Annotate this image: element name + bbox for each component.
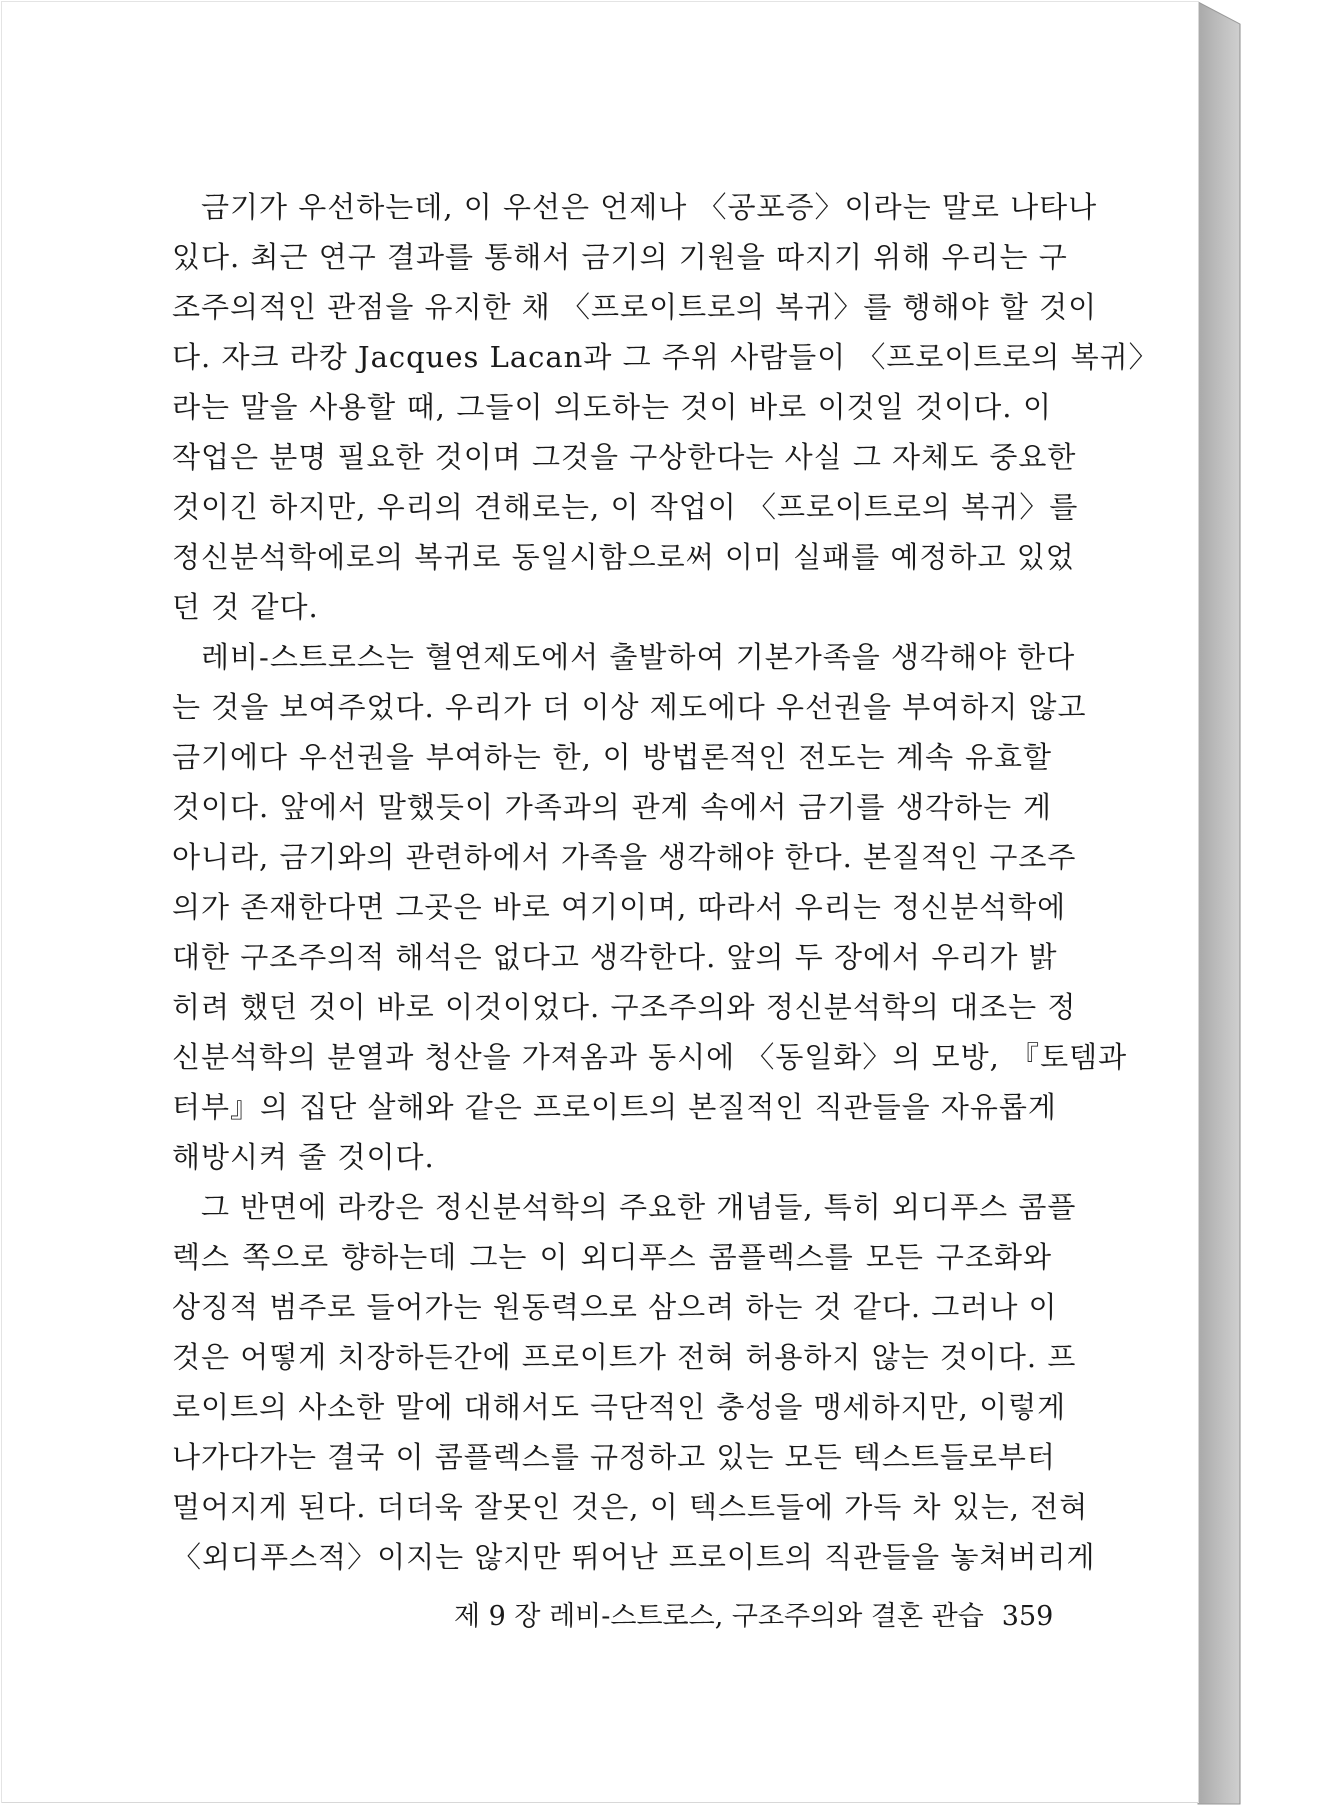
text-line: 로이트의 사소한 말에 대해서도 극단적인 충성을 맹세하지만, 이렇게: [172, 1390, 1067, 1424]
text-line: 조주의적인 관점을 유지한 채 〈프로이트로의 복귀〉를 행해야 할 것이: [172, 290, 1098, 324]
text-line: 그 반면에 라캉은 정신분석학의 주요한 개념들, 특히 외디푸스 콤플: [201, 1190, 1077, 1224]
text-line: 금기가 우선하는데, 이 우선은 언제나 〈공포증〉이라는 말로 나타나: [201, 190, 1098, 224]
text-line: 신분석학의 분열과 청산을 가져옴과 동시에 〈동일화〉의 모방, 『토템과: [172, 1040, 1128, 1074]
page-number: 359: [1001, 1601, 1054, 1632]
page-footer: [454, 1600, 1054, 1634]
text-line: 상징적 범주로 들어가는 원동력으로 삼으려 하는 것 같다. 그러나 이: [172, 1290, 1058, 1324]
text-line: 멀어지게 된다. 더더욱 잘못인 것은, 이 텍스트들에 가득 차 있는, 전혀: [172, 1490, 1089, 1524]
text-line: 아니라, 금기와의 관련하에서 가족을 생각해야 한다. 본질적인 구조주: [172, 840, 1077, 874]
page-body-text: [172, 182, 1159, 1582]
text-line: 나가다가는 결국 이 콤플렉스를 규정하고 있는 모든 텍스트들로부터: [172, 1440, 1056, 1474]
text-line: 것이긴 하지만, 우리의 견해로는, 이 작업이 〈프로이트로의 복귀〉를: [172, 490, 1079, 524]
text-line: 라는 말을 사용할 때, 그들이 의도하는 것이 바로 이것일 것이다. 이: [172, 390, 1052, 424]
text-line: 레비-스트로스는 혈연제도에서 출발하여 기본가족을 생각해야 한다: [201, 640, 1076, 674]
text-line: 것은 어떻게 치장하든간에 프로이트가 전혀 허용하지 않는 것이다. 프: [172, 1340, 1077, 1374]
paragraph-2: [172, 632, 1128, 1182]
text-line: 터부』의 집단 살해와 같은 프로이트의 본질적인 직관들을 자유롭게: [172, 1090, 1057, 1124]
running-head: 제 9 장 레비-스트로스, 구조주의와 결혼 관습: [454, 1601, 984, 1632]
paragraph-3: [172, 1182, 1096, 1582]
text-line: 다. 자크 라캉 Jacques Lacan과 그 주위 사람들이 〈프로이트로의 복귀〉: [172, 340, 1159, 374]
text-line: 히려 했던 것이 바로 이것이었다. 구조주의와 정신분석학의 대조는 정: [172, 990, 1077, 1024]
text-line: 해방시켜 줄 것이다.: [172, 1140, 435, 1174]
book-page: [2, 2, 1198, 1802]
text-line: 정신분석학에로의 복귀로 동일시함으로써 이미 실패를 예정하고 있었: [172, 540, 1075, 574]
text-line: 의가 존재한다면 그곳은 바로 여기이며, 따라서 우리는 정신분석학에: [172, 890, 1067, 924]
text-line: 작업은 분명 필요한 것이며 그것을 구상한다는 사실 그 자체도 중요한: [172, 440, 1077, 474]
text-line: 있다. 최근 연구 결과를 통해서 금기의 기원을 따지기 위해 우리는 구: [172, 240, 1068, 274]
paragraph-1: [172, 182, 1159, 632]
text-line: 금기에다 우선권을 부여하는 한, 이 방법론적인 전도는 계속 유효할: [172, 740, 1052, 774]
text-line: 것이다. 앞에서 말했듯이 가족과의 관계 속에서 금기를 생각하는 게: [172, 790, 1052, 824]
text-line: 는 것을 보여주었다. 우리가 더 이상 제도에다 우선권을 부여하지 않고: [172, 690, 1087, 724]
text-line: 대한 구조주의적 해석은 없다고 생각한다. 앞의 두 장에서 우리가 밝: [172, 940, 1058, 974]
text-line: 렉스 쪽으로 향하는데 그는 이 외디푸스 콤플렉스를 모든 구조화와: [172, 1240, 1052, 1274]
text-line: 던 것 같다.: [172, 590, 319, 624]
text-line: 〈외디푸스적〉이지는 않지만 뛰어난 프로이트의 직관들을 놓쳐버리게: [172, 1540, 1096, 1574]
